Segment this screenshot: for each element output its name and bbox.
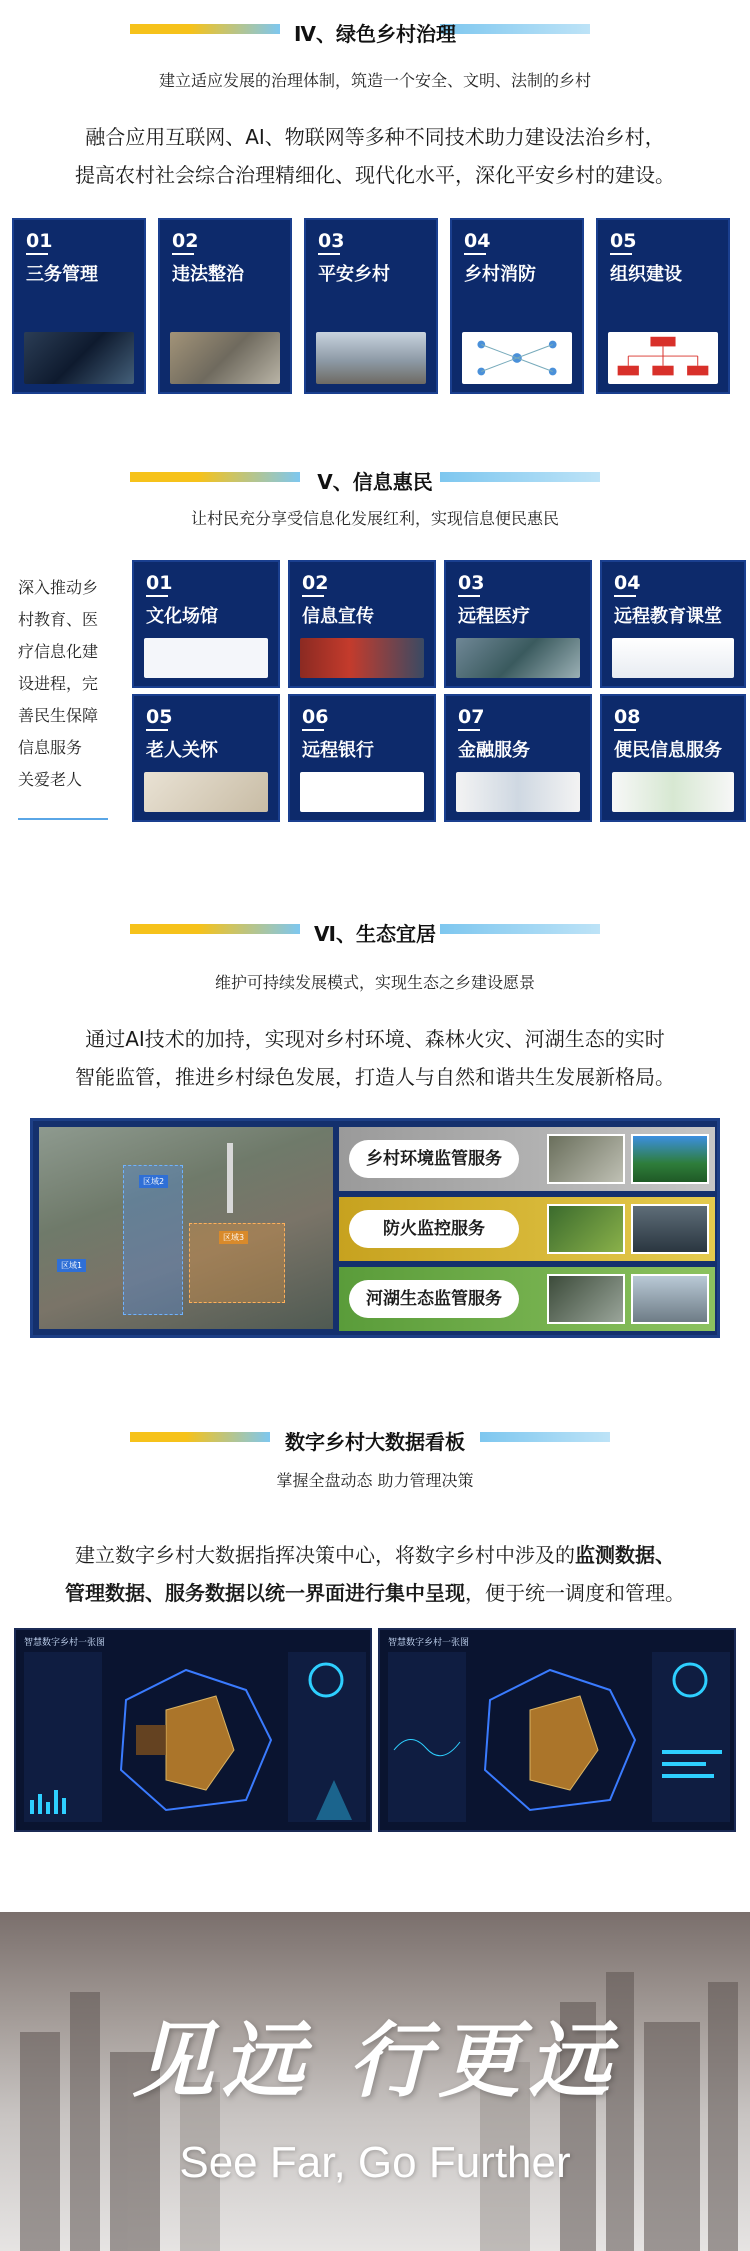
tile-label: 远程医疗 bbox=[458, 606, 530, 627]
section-header-eco bbox=[0, 918, 750, 978]
eco-panel bbox=[30, 1118, 720, 1338]
tile-number: 03 bbox=[458, 572, 485, 594]
tile-label: 文化场馆 bbox=[146, 606, 218, 627]
section-subtitle: 让村民充分享受信息化发展红利，实现信息便民惠民 bbox=[190, 509, 559, 528]
side-text-line: 设进程，完 bbox=[18, 674, 99, 693]
info-board-image bbox=[300, 638, 424, 678]
bank-diagram-image bbox=[300, 772, 424, 812]
tile-yinhang[interactable] bbox=[288, 694, 436, 822]
tile-label: 乡村消防 bbox=[464, 264, 536, 285]
online-class-image bbox=[612, 638, 734, 678]
service-row-river[interactable] bbox=[339, 1267, 715, 1331]
paragraph-text: 建立数字乡村大数据指挥决策中心，将数字乡村中涉及的 bbox=[75, 1543, 575, 1567]
tile-number: 04 bbox=[464, 230, 491, 252]
zone-tag: 区域3 bbox=[219, 1231, 248, 1244]
tile-number: 02 bbox=[302, 572, 329, 594]
tile-wenhua[interactable] bbox=[132, 560, 280, 688]
tile-label: 平安乡村 bbox=[318, 264, 390, 285]
tile-number: 07 bbox=[458, 706, 485, 728]
service-label: 防火监控服务 bbox=[349, 1210, 519, 1248]
tile-label: 老人关怀 bbox=[146, 740, 218, 761]
culture-stats-image bbox=[144, 638, 268, 678]
tile-weifa[interactable] bbox=[158, 218, 292, 394]
service-row-environment[interactable] bbox=[339, 1127, 715, 1191]
paragraph-line: 智能监管，推进乡村绿色发展，打造人与自然和谐共生发展新格局。 bbox=[75, 1065, 675, 1089]
zone-tag: 区域1 bbox=[57, 1259, 86, 1272]
fire-network-diagram-image bbox=[462, 332, 572, 384]
side-text-line: 善民生保障 bbox=[18, 706, 99, 725]
side-text-line: 深入推动乡 bbox=[18, 578, 99, 597]
service-row-fire[interactable] bbox=[339, 1197, 715, 1261]
environment-photo-image bbox=[547, 1134, 625, 1184]
section-title: Ⅵ、生态宜居 bbox=[314, 922, 436, 946]
tile-laoren[interactable] bbox=[132, 694, 280, 822]
tile-jiaoyu[interactable] bbox=[600, 560, 746, 688]
tile-number: 01 bbox=[146, 572, 173, 594]
tile-label: 远程银行 bbox=[302, 740, 374, 761]
english-slogan: See Far, Go Further bbox=[179, 2138, 571, 2187]
dashboard-title: 智慧数字乡村一张图 bbox=[388, 1638, 470, 1648]
section-subtitle: 建立适应发展的治理体制，筑造一个安全、文明、法制的乡村 bbox=[158, 71, 591, 90]
paragraph-line: 提高农村社会综合治理精细化、现代化水平，深化平安乡村的建设。 bbox=[75, 163, 675, 187]
tile-label: 违法整治 bbox=[172, 264, 244, 285]
tile-jinrong[interactable] bbox=[444, 694, 592, 822]
mobile-app-image bbox=[612, 772, 734, 812]
service-label: 乡村环境监管服务 bbox=[349, 1140, 519, 1178]
closing-banner bbox=[0, 1912, 750, 2251]
dashboard-screenshot-right bbox=[378, 1628, 736, 1832]
section-paragraph bbox=[0, 118, 750, 194]
calligraphy-slogan: 见远 行更远 bbox=[131, 2013, 619, 2109]
tile-number: 03 bbox=[318, 230, 345, 252]
tile-number: 05 bbox=[146, 706, 173, 728]
river-photo-image bbox=[547, 1274, 625, 1324]
fire-camera-image bbox=[631, 1204, 709, 1254]
side-divider bbox=[18, 818, 108, 820]
side-text-line: 关爱老人 bbox=[18, 770, 83, 789]
tile-label: 信息宣传 bbox=[302, 606, 374, 627]
section-title: 数字乡村大数据看板 bbox=[285, 1430, 465, 1454]
org-chart-image bbox=[608, 332, 718, 384]
paragraph-line: 融合应用互联网、AI、物联网等多种不同技术助力建设法治乡村， bbox=[85, 125, 665, 149]
operating-room-image bbox=[456, 638, 580, 678]
paragraph-emphasis: 监测数据、 bbox=[575, 1543, 675, 1567]
tile-bianmin[interactable] bbox=[600, 694, 746, 822]
section-paragraph bbox=[0, 1536, 750, 1612]
smoke-stack-image bbox=[227, 1143, 233, 1213]
paragraph-text: ，便于统一调度和管理。 bbox=[465, 1581, 685, 1605]
info-side-text bbox=[18, 572, 128, 796]
tile-number: 02 bbox=[172, 230, 199, 252]
tile-number: 01 bbox=[26, 230, 53, 252]
dashboard-title: 智慧数字乡村一张图 bbox=[24, 1638, 106, 1648]
tile-zuzhi[interactable] bbox=[596, 218, 730, 394]
floor-plan-image bbox=[144, 772, 268, 812]
tile-yiliao[interactable] bbox=[444, 560, 592, 688]
paragraph-line: 通过AI技术的加持，实现对乡村环境、森林火灾、河湖生态的实时 bbox=[85, 1027, 665, 1051]
forest-photo-image bbox=[631, 1134, 709, 1184]
tile-number: 05 bbox=[610, 230, 637, 252]
dashboard-screenshot-left bbox=[14, 1628, 372, 1832]
monitor-wall-image bbox=[24, 332, 134, 384]
finance-kiosk-image bbox=[456, 772, 580, 812]
tile-number: 06 bbox=[302, 706, 329, 728]
zone-tag: 区域2 bbox=[139, 1175, 168, 1188]
section-paragraph bbox=[0, 1020, 750, 1096]
tile-label: 便民信息服务 bbox=[614, 740, 722, 761]
paragraph-line bbox=[0, 1536, 750, 1574]
construction-photo-image bbox=[170, 332, 280, 384]
section-subtitle: 掌握全盘动态 助力管理决策 bbox=[276, 1471, 474, 1490]
section-subtitle: 维护可持续发展模式，实现生态之乡建设愿景 bbox=[214, 973, 535, 992]
service-label: 河湖生态监管服务 bbox=[349, 1280, 519, 1318]
fire-map-image bbox=[547, 1204, 625, 1254]
dashboard-map-icon bbox=[16, 1630, 372, 1832]
building-photo-image bbox=[631, 1274, 709, 1324]
tile-label: 金融服务 bbox=[458, 740, 530, 761]
network-diagram-icon bbox=[462, 332, 572, 384]
tile-sanwu[interactable] bbox=[12, 218, 146, 394]
side-text-line: 疗信息化建 bbox=[18, 642, 99, 661]
tile-pingan[interactable] bbox=[304, 218, 438, 394]
tile-xiaofang[interactable] bbox=[450, 218, 584, 394]
tile-label: 远程教育课堂 bbox=[614, 606, 722, 627]
paragraph-emphasis: 管理数据、服务数据以统一界面进行集中呈现 bbox=[65, 1581, 465, 1605]
paragraph-line bbox=[0, 1574, 750, 1612]
tile-number: 04 bbox=[614, 572, 641, 594]
village-camera-image bbox=[316, 332, 426, 384]
section-title: Ⅴ、信息惠民 bbox=[317, 470, 433, 494]
tile-label: 三务管理 bbox=[26, 264, 98, 285]
org-chart-icon bbox=[608, 332, 718, 384]
tile-xuanchuan[interactable] bbox=[288, 560, 436, 688]
side-text-line: 村教育、医 bbox=[18, 610, 99, 629]
tile-label: 组织建设 bbox=[610, 264, 682, 285]
side-text-line: 信息服务 bbox=[18, 738, 83, 757]
tile-number: 08 bbox=[614, 706, 641, 728]
section-title: Ⅳ、绿色乡村治理 bbox=[294, 22, 456, 46]
aerial-village-image bbox=[39, 1127, 333, 1329]
dashboard-map-icon bbox=[380, 1630, 736, 1832]
